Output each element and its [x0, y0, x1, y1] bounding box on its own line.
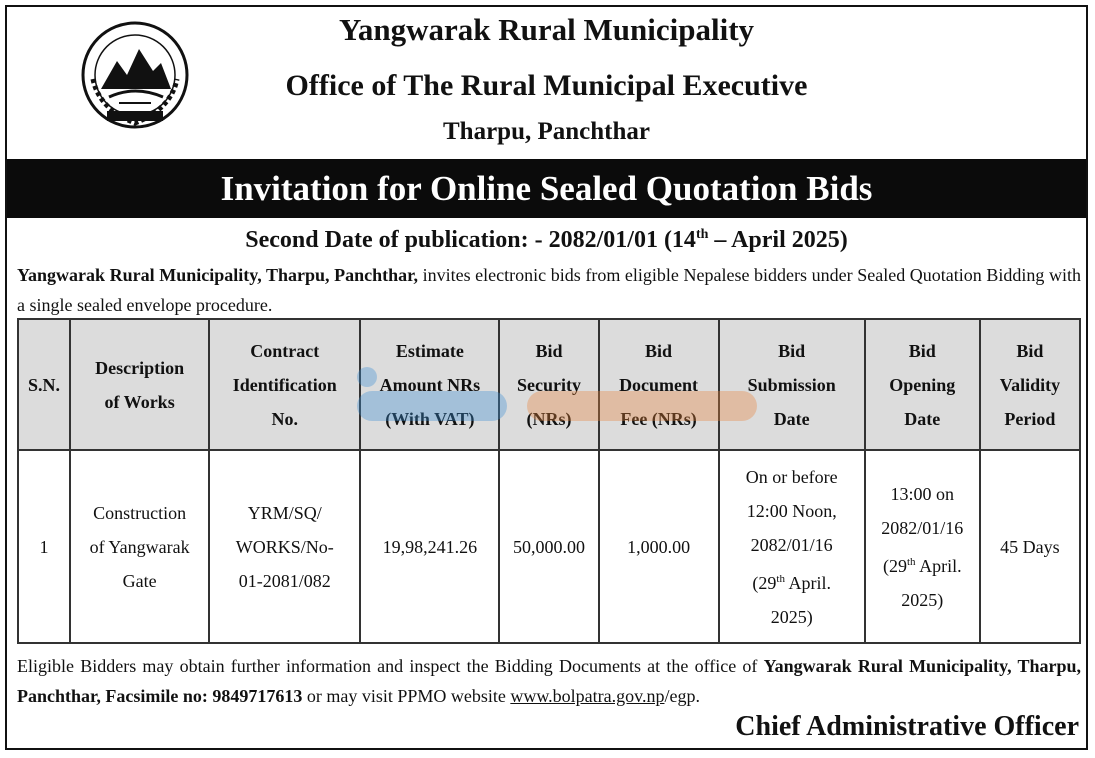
office-name: Office of The Rural Municipal Executive [285, 69, 808, 102]
municipality-name: Yangwarak Rural Municipality [338, 12, 755, 47]
notice-frame [5, 5, 1088, 750]
office-location: Tharpu, Panchthar [443, 118, 650, 145]
col-validity: Bid Validity Period [980, 319, 1080, 450]
col-contract-id: Contract Identification No. [209, 319, 360, 450]
intro-paragraph: Yangwarak Rural Municipality, Tharpu, Panchthar, invites electronic bids from eligible Nepalese bidders under Sealed Quotation Bidding with a single sealed envelope procedure. [17, 265, 1081, 315]
header [7, 7, 1086, 157]
cell-contract-id: YRM/SQ/ WORKS/No- 01-2081/082 [209, 450, 360, 643]
col-security: Bid Security (NRs) [499, 319, 598, 450]
col-submission: Bid Submission Date [719, 319, 865, 450]
cell-estimate: 19,98,241.26 [360, 450, 499, 643]
col-description: Description of Works [70, 319, 209, 450]
table-header-row [18, 319, 1080, 450]
signature-title: Chief Administrative Officer [735, 711, 1079, 742]
cell-submission: On or before 12:00 Noon, 2082/01/16 (29th April. 2025) [719, 450, 865, 643]
footer-paragraph: Eligible Bidders may obtain further information and inspect the Bidding Documents at the office of Yangwarak Rural Municipality, Tharpu, Panchthar, Facsimile no: 9849717613 or may visit PPMO website www.bolpatra.gov.np/egp. [17, 656, 1081, 706]
col-estimate: Estimate Amount NRs (With VAT) [360, 319, 499, 450]
publication-date: Second Date of publication: - 2082/01/01 (14th – April 2025) [245, 227, 848, 253]
notice-title: Invitation for Online Sealed Quotation Bids [7, 159, 1086, 218]
cell-validity: 45 Days [980, 450, 1080, 643]
cell-security: 50,000.00 [499, 450, 598, 643]
cell-doc-fee: 1,000.00 [599, 450, 719, 643]
table-row [18, 450, 1080, 643]
bid-table [17, 318, 1081, 644]
col-sn: S.N. [18, 319, 70, 450]
cell-opening: 13:00 on 2082/01/16 (29th April. 2025) [865, 450, 980, 643]
cell-sn: 1 [18, 450, 70, 643]
col-opening: Bid Opening Date [865, 319, 980, 450]
cell-description: Construction of Yangwarak Gate [70, 450, 209, 643]
col-doc-fee: Bid Document Fee (NRs) [599, 319, 719, 450]
ppmo-link[interactable]: www.bolpatra.gov.np [510, 686, 665, 706]
